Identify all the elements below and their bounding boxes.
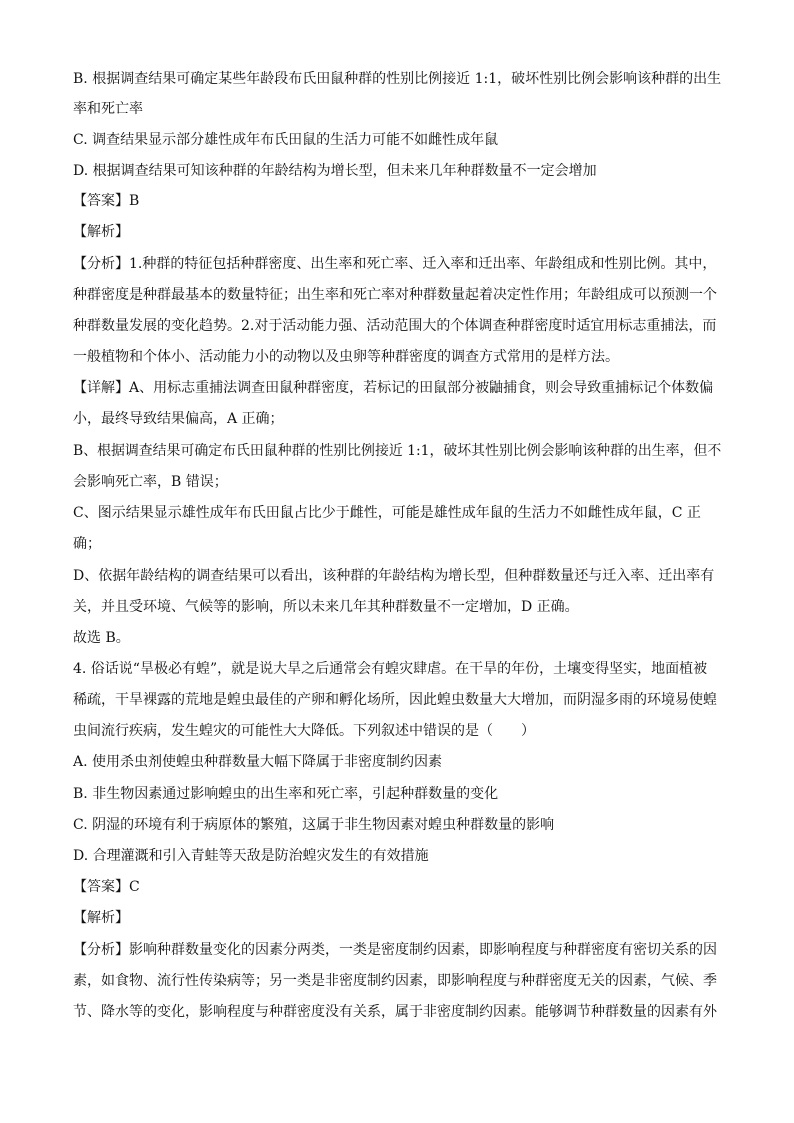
- q3-analysis-line: 【分析】1.种群的特征包括种群密度、出生率和死亡率、迁入率和迁出率、年龄组成和性别比例。其中，: [73, 256, 717, 272]
- q3-answer: 【答案】B: [73, 193, 140, 209]
- q4-option-a: A. 使用杀虫剂使蝗虫种群数量大幅下降属于非密度制约因素: [73, 754, 443, 770]
- q4-stem-line: 稀疏，干旱裸露的荒地是蝗虫最佳的产卵和孵化场所，因此蝗虫数量大大增加，而阴湿多雨的环境易使蝗: [73, 692, 717, 708]
- q3-detail-line: 会影响死亡率，B 错误；: [73, 474, 228, 490]
- q3-conclusion: 故选 B。: [73, 630, 130, 646]
- q3-option-d: D. 根据调查结果可知该种群的年龄结构为增长型，但未来几年种群数量不一定会增加: [73, 163, 597, 179]
- q3-analysis-line: 种群密度是种群最基本的数量特征；出生率和死亡率对种群数量起着决定性作用；年龄组成可以预测一个: [73, 287, 717, 303]
- q4-analysis-heading: 【解析】: [73, 910, 129, 926]
- q4-option-d: D. 合理灌溉和引入青蛙等天敌是防治蝗灾发生的有效措施: [73, 848, 429, 864]
- q3-option-c: C. 调查结果显示部分雄性成年布氏田鼠的生活力可能不如雌性成年鼠: [73, 132, 499, 148]
- q3-detail-line: 确；: [73, 536, 101, 552]
- q4-analysis-line: 素，如食物、流行性传染病等；另一类是非密度制约因素，即影响程度与种群密度无关的因素，气候、季: [73, 973, 717, 989]
- q3-option-b-line-2: 率和死亡率: [73, 101, 143, 117]
- q3-analysis-line: 种群数量发展的变化趋势。2.对于活动能力强、活动范围大的个体调查种群密度时适宜用标志重捕法，而: [73, 318, 717, 334]
- q4-analysis-line: 【分析】影响种群数量变化的因素分两类，一类是密度制约因素，即影响程度与种群密度有密切关系的因: [73, 942, 717, 958]
- q3-detail-line: C、图示结果显示雄性成年布氏田鼠占比少于雌性，可能是雄性成年鼠的生活力不如雌性成年鼠，C 正: [73, 505, 701, 521]
- q3-detail-line: 【详解】A、用标志重捕法调查田鼠种群密度，若标记的田鼠部分被鼬捕食，则会导致重捕标记个体数偏: [73, 380, 714, 396]
- q3-analysis-heading: 【解析】: [73, 224, 129, 240]
- q3-detail-line: 小，最终导致结果偏高，A 正确；: [73, 411, 284, 427]
- q3-detail-line: D、依据年龄结构的调查结果可以看出，该种群的年龄结构为增长型，但种群数量还与迁入率、迁出率有: [73, 568, 715, 584]
- q4-analysis-line: 节、降水等的变化，影响程度与种群密度没有关系，属于非密度制约因素。能够调节种群数量的因素有外: [73, 1004, 717, 1020]
- q4-stem-line: 虫间流行疾病，发生蝗灾的可能性大大降低。下列叙述中错误的是（ ）: [73, 723, 535, 739]
- q3-analysis-line: 一般植物和个体小、活动能力小的动物以及虫卵等种群密度的调查方式常用的是样方法。: [73, 349, 619, 365]
- q3-option-b-line-1: B. 根据调查结果可确定某些年龄段布氏田鼠种群的性别比例接近 1:1，破坏性别比例会影响该种群的出生: [73, 71, 722, 87]
- q3-detail-line: B、根据调查结果可确定布氏田鼠种群的性别比例接近 1:1，破坏其性别比例会影响该种群的出生率，但不: [73, 443, 722, 459]
- q4-option-b: B. 非生物因素通过影响蝗虫的出生率和死亡率，引起种群数量的变化: [73, 786, 499, 802]
- q4-stem-line: 4. 俗话说“旱极必有蝗”，就是说大旱之后通常会有蝗灾肆虐。在干旱的年份，土壤变得坚实，地面植被: [73, 661, 708, 677]
- q4-option-c: C. 阴湿的环境有利于病原体的繁殖，这属于非生物因素对蝗虫种群数量的影响: [73, 817, 555, 833]
- q3-detail-line: 关，并且受环境、气候等的影响，所以未来几年其种群数量不一定增加，D 正确。: [73, 599, 579, 615]
- q4-answer: 【答案】C: [73, 879, 140, 895]
